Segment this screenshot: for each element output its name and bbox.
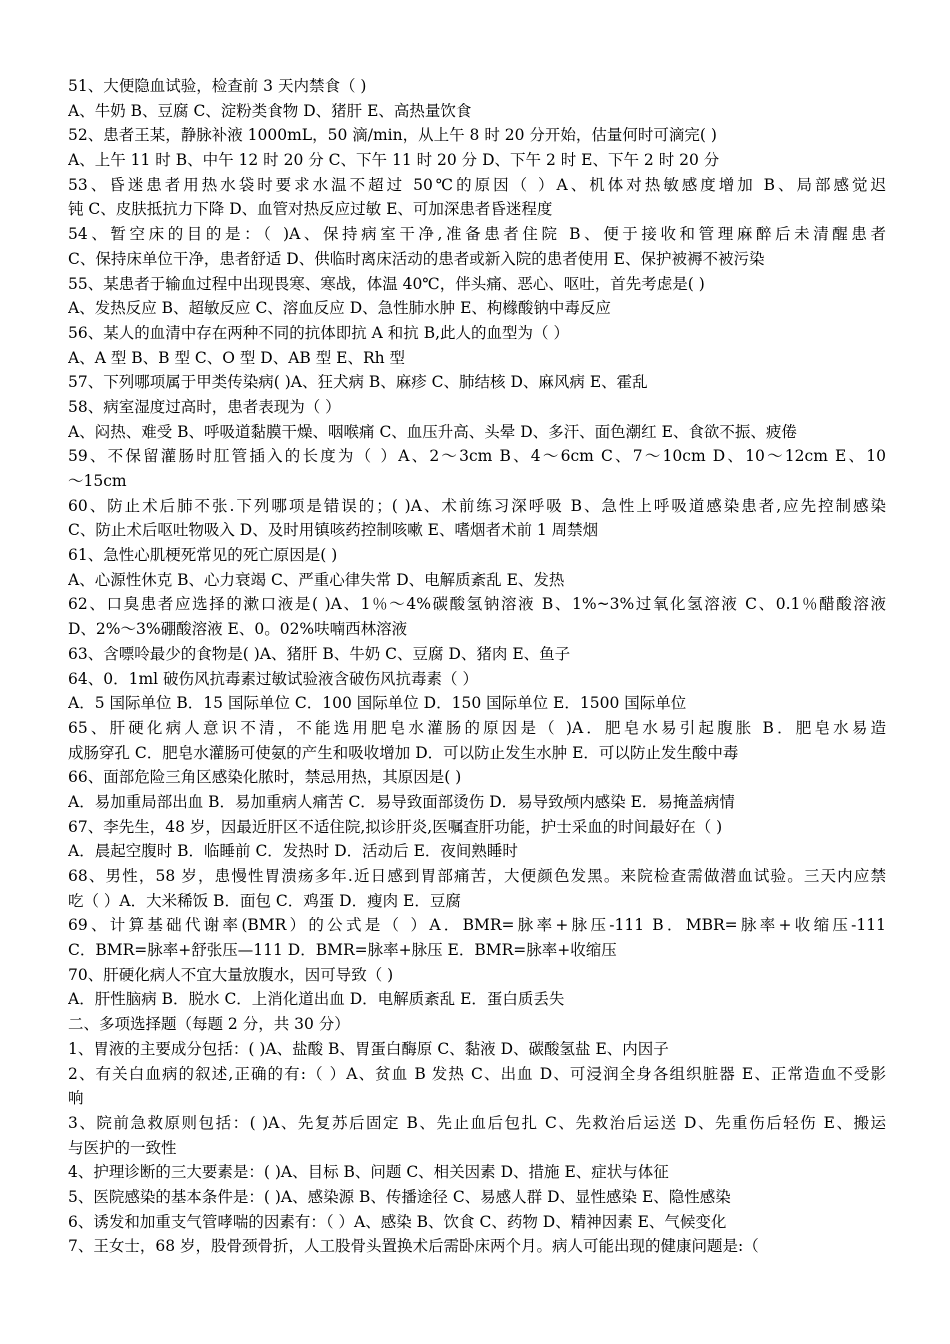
text-line: 1、胃液的主要成分包括：( )A、盐酸 B、胃蛋白酶原 C、黏液 D、碳酸氢盐 E、内因子 [68, 1039, 669, 1058]
text-line: A、心源性休克 B、心力衰竭 C、严重心律失常 D、电解质紊乱 E、发热 [68, 570, 565, 589]
text-line: 62、口臭患者应选择的漱口液是( )A、1％～4%碳酸氢钠溶液 B、1%~3%过氧化氢溶液 C、0.1％醋酸溶液 [68, 595, 886, 614]
text-line: 3、院前急救原则包括：( )A、先复苏后固定 B、先止血后包扎 C、先救治后运送 D、先重伤后轻伤 E、搬运 [68, 1113, 886, 1132]
text-line: 63、含嘌呤最少的食物是( )A、猪肝 B、牛奶 C、豆腐 D、猪肉 E、鱼子 [68, 644, 571, 663]
text-line: A、A 型 B、B 型 C、O 型 D、AB 型 E、Rh 型 [68, 348, 406, 367]
text-line: 54、暂空床的目的是：（ )A、保持病室干净,准备患者住院 B、便于接收和管理麻醉后未清醒患者 [68, 225, 886, 244]
text-line: 57、下列哪项属于甲类传染病( )A、狂犬病 B、麻疹 C、肺结核 D、麻风病 E、霍乱 [68, 373, 648, 392]
text-line: 51、大便隐血试验，检查前 3 天内禁食（ ) [68, 77, 367, 95]
text-line: 二、多项选择题（每题 2 分，共 30 分） [68, 1015, 350, 1034]
text-line: 5、医院感染的基本条件是：( )A、感染源 B、传播途径 C、易感人群 D、显性感染 E、隐性感染 [68, 1187, 731, 1206]
text-line: 69、计算基础代谢率(BMR）的公式是（ ）A．BMR=脉率+脉压-111 B．MBR=脉率+收缩压-111 [68, 916, 886, 935]
text-line: 68、男性，58 岁，患慢性胃溃疡多年.近日感到胃部痛苦，大便颜色发黑。来院检查需做潜血试验。三天内应禁 [68, 867, 886, 885]
text-line: 钝 C、皮肤抵抗力下降 D、血管对热反应过敏 E、可加深患者昏迷程度 [68, 200, 553, 219]
text-line: 吃（ ）A．大米稀饭 B．面包 C．鸡蛋 D．瘦肉 E．豆腐 [68, 891, 461, 910]
text-line: 56、某人的血清中存在两种不同的抗体即抗 A 和抗 B,此人的血型为（ ） [68, 323, 569, 342]
text-line: A、牛奶 B、豆腐 C、淀粉类食物 D、猪肝 E、高热量饮食 [68, 101, 472, 120]
text-line: A．5 国际单位 B．15 国际单位 C．100 国际单位 D．150 国际单位 E．1500 国际单位 [68, 694, 687, 713]
text-line: 60、防止术后肺不张.下列哪项是错误的；( )A、术前练习深呼吸 B、急性上呼吸道感染患者,应先控制感染 [68, 496, 886, 515]
text-line: 61、急性心肌梗死常见的死亡原因是( ) [68, 546, 338, 565]
text-line: 58、病室湿度过高时，患者表现为（ ） [68, 397, 341, 416]
text-line: 64、0．1ml 破伤风抗毒素过敏试验液含破伤风抗毒素（ ） [68, 669, 478, 688]
text-line: 与医护的一致性 [68, 1138, 177, 1157]
text-line: 响 [68, 1089, 84, 1108]
text-line: 成肠穿孔 C．肥皂水灌肠可使氨的产生和吸收增加 D．可以防止发生水肿 E．可以防止发生酸中毒 [68, 743, 739, 762]
text-line: ～15cm [68, 472, 127, 490]
text-line: 67、李先生，48 岁，因最近肝区不适住院,拟诊肝炎,医嘱查肝功能，护士采血的时间最好在（ ) [68, 817, 723, 836]
text-line: A．易加重局部出血 B．易加重病人痛苦 C．易导致面部烫伤 D．易导致颅内感染 E．易掩盖病情 [68, 792, 735, 811]
text-line: A、上午 11 时 B、中午 12 时 20 分 C、下午 11 时 20 分 D、下午 2 时 E、下午 2 时 20 分 [68, 151, 720, 170]
text-line: 59、不保留灌肠时肛管插入的长度为（ ）A、2～3cm B、4～6cm C、7～10cm D、10～12cm E、10 [68, 447, 886, 466]
text-line: 53、昏迷患者用热水袋时要求水温不超过 50℃的原因（ ）A、机体对热敏感度增加 B、局部感觉迟 [68, 175, 886, 194]
text-line: 7、王女士，68 岁，股骨颈骨折，人工股骨头置换术后需卧床两个月。病人可能出现的健康问题是:（ [68, 1237, 759, 1256]
text-line: A．晨起空腹时 B．临睡前 C．发热时 D．活动后 E．夜间熟睡时 [68, 842, 518, 861]
text-line: 65、肝硬化病人意识不清，不能选用肥皂水灌肠的原因是（ )A．肥皂水易引起腹胀 B．肥皂水易造 [68, 718, 886, 737]
text-line: C、保持床单位干净，患者舒适 D、供临时离床活动的患者或新入院的患者使用 E、保护被褥不被污染 [68, 249, 765, 268]
text-line: 52、患者王某，静脉补液 1000mL，50 滴/min，从上午 8 时 20 分开始，估量何时可滴完( ) [68, 126, 717, 145]
text-line: 70、肝硬化病人不宜大量放腹水，因可导致（ ) [68, 965, 394, 984]
text-line: A、闷热、难受 B、呼吸道黏膜干燥、咽喉痛 C、血压升高、头晕 D、多汗、面色潮红 E、食欲不振、疲倦 [68, 422, 797, 441]
text-line: 66、面部危险三角区感染化脓时，禁忌用热，其原因是( ) [68, 768, 462, 787]
text-line: C．BMR=脉率+舒张压—111 D．BMR=脉率+脉压 E．BMR=脉率+收缩压 [68, 941, 617, 960]
text-line: A．肝性脑病 B．脱水 C．上消化道出血 D．电解质紊乱 E．蛋白质丢失 [68, 990, 565, 1009]
document-body [68, 74, 886, 1259]
text-line: A、发热反应 B、超敏反应 C、溶血反应 D、急性肺水肿 E、枸橼酸钠中毒反应 [68, 299, 611, 318]
text-line: 6、诱发和加重支气管哮喘的因素有：（ ）A、感染 B、饮食 C、药物 D、精神因素 E、气候变化 [68, 1212, 727, 1231]
text-line: 4、护理诊断的三大要素是：( )A、目标 B、问题 C、相关因素 D、措施 E、症状与体征 [68, 1163, 669, 1182]
text-line: D、2%～3%硼酸溶液 E、0。02%呋喃西林溶液 [68, 620, 408, 639]
text-line: 2、有关白血病的叙述,正确的有:（ ）A、贫血 B 发热 C、出血 D、可浸润全身各组织脏器 E、正常造血不受影 [68, 1064, 886, 1083]
text-line: C、防止术后呕吐物吸入 D、及时用镇咳药控制咳嗽 E、嗜烟者术前 1 周禁烟 [68, 521, 599, 540]
text-line: 55、某患者于输血过程中出现畏寒、寒战，体温 40℃，伴头痛、恶心、呕吐，首先考虑是( ) [68, 274, 705, 293]
